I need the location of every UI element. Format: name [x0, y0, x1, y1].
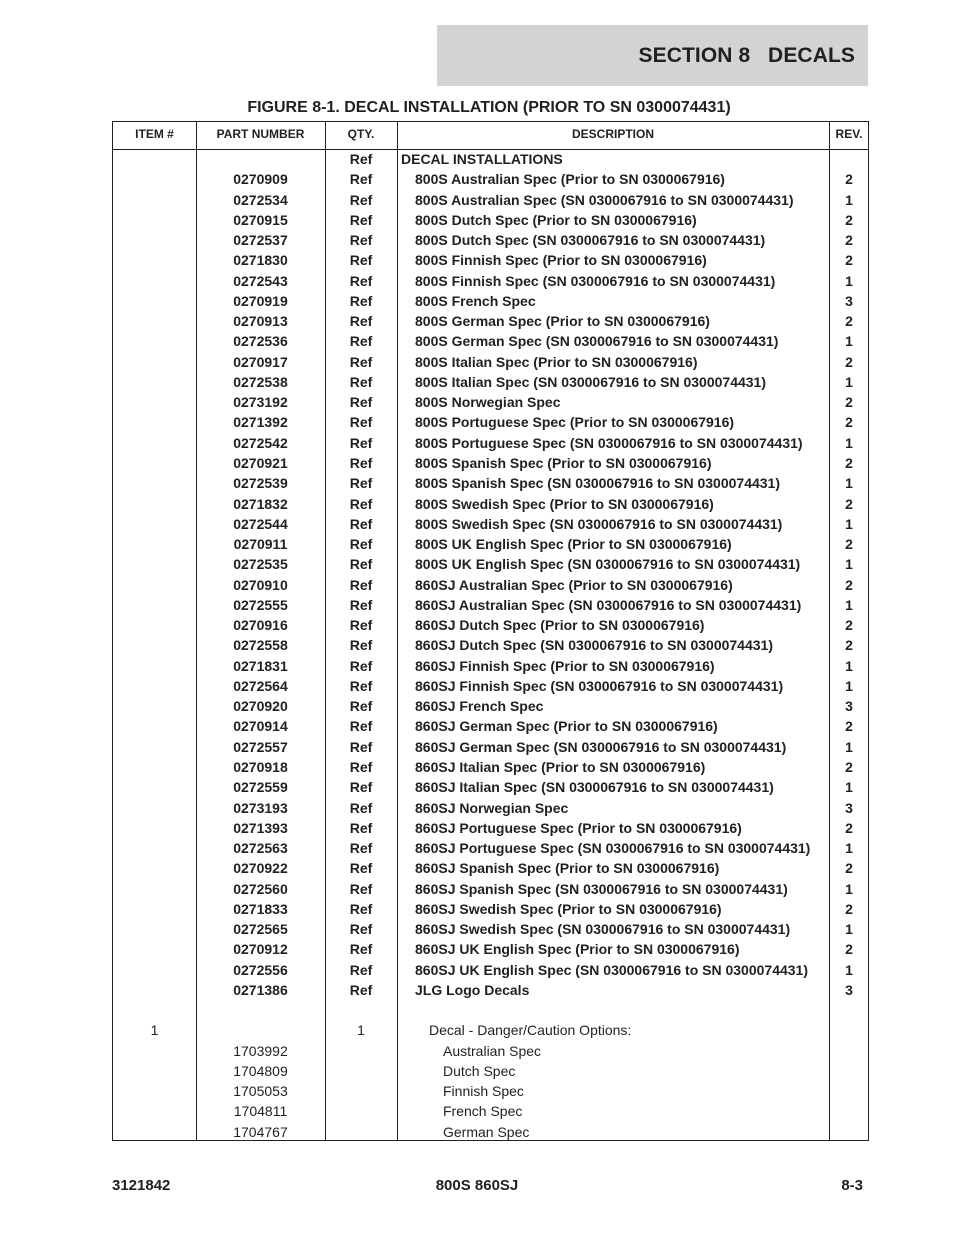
part-number-cell: 0270915 [233, 211, 288, 228]
table-row [113, 657, 868, 677]
description-cell: 800S German Spec (SN 0300067916 to SN 0300074431) [415, 333, 779, 350]
table-row [113, 616, 868, 636]
description-cell: 800S Finnish Spec (SN 0300067916 to SN 0300074431) [415, 272, 776, 289]
qty-cell: Ref [349, 921, 373, 938]
part-number-cell: 0271830 [233, 252, 288, 269]
qty-cell: Ref [349, 536, 373, 553]
rev-cell: 1 [845, 475, 853, 492]
rev-cell: 1 [845, 779, 853, 796]
qty-cell: Ref [349, 941, 373, 958]
part-number-cell: 0271392 [233, 414, 288, 431]
table-row [113, 900, 868, 920]
description-cell: 860SJ German Spec (Prior to SN 0300067916) [415, 718, 718, 735]
qty-cell: Ref [349, 292, 373, 309]
description-cell: French Spec [443, 1103, 523, 1120]
description-cell: 860SJ Italian Spec (Prior to SN 0300067916) [415, 758, 706, 775]
qty-cell: Ref [349, 252, 373, 269]
table-row [113, 596, 868, 616]
part-number-cell: 0270911 [233, 536, 288, 553]
description-cell: 800S Finnish Spec (Prior to SN 0300067916) [415, 252, 707, 269]
description-cell: Australian Spec [443, 1042, 542, 1059]
table-row [113, 961, 868, 981]
rev-cell: 1 [845, 333, 853, 350]
table-row [113, 717, 868, 737]
section-banner [437, 25, 868, 86]
part-number-cell: 0272536 [233, 333, 288, 350]
part-number-cell: 0272563 [233, 840, 288, 857]
part-number-cell: 0270922 [233, 860, 288, 877]
table-row [113, 819, 868, 839]
qty-cell: Ref [349, 515, 373, 532]
part-number-cell: 0270920 [233, 698, 288, 715]
rev-cell: 2 [845, 758, 853, 775]
qty-cell: Ref [349, 151, 373, 167]
table-row [113, 474, 868, 494]
qty-cell: Ref [349, 596, 373, 613]
part-number-cell: 0272557 [233, 738, 288, 755]
description-cell: 800S Norwegian Spec [415, 394, 561, 411]
rev-cell: 3 [845, 292, 853, 309]
table-row [113, 920, 868, 940]
table-row [113, 859, 868, 879]
part-number-cell: 0272555 [233, 596, 288, 613]
footer-doc-number: 3121842 [112, 1177, 171, 1194]
table-row [113, 292, 868, 312]
qty-cell: Ref [349, 333, 373, 350]
part-number-cell: 0270914 [233, 718, 288, 735]
qty-cell: Ref [349, 434, 373, 451]
rev-cell: 1 [845, 596, 853, 613]
table-row [113, 576, 868, 596]
rev-cell: 2 [845, 414, 853, 431]
rev-cell: 2 [845, 718, 853, 735]
table-row [113, 1123, 868, 1143]
rev-cell: 1 [845, 657, 853, 674]
table-row [113, 1042, 868, 1062]
qty-cell: Ref [349, 758, 373, 775]
description-cell: JLG Logo Decals [415, 981, 530, 998]
table-row [113, 495, 868, 515]
table-row [113, 758, 868, 778]
table-row [113, 332, 868, 352]
rev-cell: 2 [845, 860, 853, 877]
rev-cell: 2 [845, 232, 853, 249]
description-cell: 860SJ Norwegian Spec [415, 799, 569, 816]
parts-table [112, 121, 869, 1141]
table-row [113, 940, 868, 960]
rev-cell: 1 [845, 272, 853, 289]
part-number-cell: 1705053 [233, 1083, 288, 1100]
rev-cell: 1 [845, 738, 853, 755]
part-number-cell: 1703992 [233, 1042, 288, 1059]
description-cell: 860SJ UK English Spec (SN 0300067916 to SN 0300074431) [415, 961, 808, 978]
description-cell: 860SJ Portuguese Spec (Prior to SN 0300067916) [415, 819, 742, 836]
qty-cell: Ref [349, 171, 373, 188]
description-cell: 800S Dutch Spec (Prior to SN 0300067916) [415, 211, 697, 228]
qty-cell: Ref [349, 677, 373, 694]
description-cell: 800S Italian Spec (Prior to SN 0300067916) [415, 353, 698, 370]
description-cell: DECAL INSTALLATIONS [401, 151, 563, 167]
description-cell: 800S Swedish Spec (Prior to SN 0300067916) [415, 495, 714, 512]
rev-cell: 2 [845, 576, 853, 593]
qty-cell: Ref [349, 556, 373, 573]
qty-cell: Ref [349, 211, 373, 228]
part-number-cell: 0272560 [233, 880, 288, 897]
table-row [113, 211, 868, 231]
rev-cell: 1 [845, 921, 853, 938]
qty-cell: Ref [349, 718, 373, 735]
description-cell: 800S German Spec (Prior to SN 0300067916) [415, 313, 710, 330]
part-number-cell: 0270917 [233, 353, 288, 370]
part-number-cell: 1704809 [233, 1062, 288, 1079]
rev-cell: 3 [845, 799, 853, 816]
table-row [113, 170, 868, 190]
header-rev: REV. [835, 127, 863, 141]
description-cell: 860SJ Swedish Spec (Prior to SN 0300067916) [415, 900, 722, 917]
description-cell: 800S Portuguese Spec (SN 0300067916 to SN 0300074431) [415, 434, 803, 451]
qty-cell: Ref [349, 191, 373, 208]
part-number-cell: 0272556 [233, 961, 288, 978]
table-body [113, 150, 868, 1143]
description-cell: 860SJ Spanish Spec (Prior to SN 0300067916) [415, 860, 720, 877]
qty-cell: 1 [357, 1022, 365, 1039]
part-number-cell: 1704767 [233, 1123, 288, 1140]
table-row [113, 636, 868, 656]
part-number-cell: 0271393 [233, 819, 288, 836]
description-cell: 860SJ French Spec [415, 698, 544, 715]
rev-cell: 3 [845, 698, 853, 715]
qty-cell: Ref [349, 353, 373, 370]
description-cell: 860SJ Australian Spec (SN 0300067916 to SN 0300074431) [415, 596, 802, 613]
description-cell: 860SJ Dutch Spec (Prior to SN 0300067916) [415, 617, 705, 634]
description-cell: 860SJ Spanish Spec (SN 0300067916 to SN 0300074431) [415, 880, 788, 897]
part-number-cell: 0272537 [233, 232, 288, 249]
table-row [113, 738, 868, 758]
qty-cell: Ref [349, 232, 373, 249]
table-row [113, 555, 868, 575]
description-cell: 800S Spanish Spec (Prior to SN 0300067916) [415, 454, 712, 471]
table-row [113, 1082, 868, 1102]
qty-cell: Ref [349, 981, 373, 998]
qty-cell: Ref [349, 698, 373, 715]
rev-cell: 1 [845, 434, 853, 451]
table-row [113, 1102, 868, 1122]
part-number-cell: 0270909 [233, 171, 288, 188]
description-cell: 800S UK English Spec (SN 0300067916 to SN 0300074431) [415, 556, 801, 573]
table-row [113, 251, 868, 271]
rev-cell: 2 [845, 495, 853, 512]
description-cell: 800S Dutch Spec (SN 0300067916 to SN 0300074431) [415, 232, 766, 249]
rev-cell: 2 [845, 536, 853, 553]
description-cell: 860SJ Swedish Spec (SN 0300067916 to SN 0300074431) [415, 921, 791, 938]
qty-cell: Ref [349, 617, 373, 634]
qty-cell: Ref [349, 394, 373, 411]
rev-cell: 2 [845, 252, 853, 269]
qty-cell: Ref [349, 961, 373, 978]
table-row [113, 393, 868, 413]
description-cell: 860SJ Finnish Spec (Prior to SN 0300067916) [415, 657, 715, 674]
description-cell: 800S French Spec [415, 292, 536, 309]
qty-cell: Ref [349, 454, 373, 471]
rev-cell: 2 [845, 171, 853, 188]
qty-cell: Ref [349, 657, 373, 674]
part-number-cell: 0272543 [233, 272, 288, 289]
rev-cell: 2 [845, 454, 853, 471]
qty-cell: Ref [349, 272, 373, 289]
table-row [113, 1062, 868, 1082]
part-number-cell: 0270916 [233, 617, 288, 634]
rev-cell: 2 [845, 941, 853, 958]
rev-cell: 2 [845, 617, 853, 634]
rev-cell: 1 [845, 880, 853, 897]
table-row [113, 1021, 868, 1041]
table-row [113, 434, 868, 454]
rev-cell: 1 [845, 373, 853, 390]
table-row [113, 1001, 868, 1021]
qty-cell: Ref [349, 779, 373, 796]
table-row [113, 677, 868, 697]
part-number-cell: 0273193 [233, 799, 288, 816]
description-cell: 860SJ Australian Spec (Prior to SN 0300067916) [415, 576, 733, 593]
description-cell: Finnish Spec [443, 1083, 524, 1100]
rev-cell: 3 [845, 981, 853, 998]
rev-cell: 2 [845, 353, 853, 370]
part-number-cell: 0272542 [233, 434, 288, 451]
description-cell: Dutch Spec [443, 1062, 516, 1079]
rev-cell: 2 [845, 394, 853, 411]
qty-cell: Ref [349, 373, 373, 390]
part-number-cell: 0272564 [233, 677, 288, 694]
table-row [113, 778, 868, 798]
qty-cell: Ref [349, 475, 373, 492]
table-row [113, 454, 868, 474]
table-row [113, 373, 868, 393]
description-cell: 860SJ Dutch Spec (SN 0300067916 to SN 0300074431) [415, 637, 773, 654]
part-number-cell: 0270910 [233, 576, 288, 593]
qty-cell: Ref [349, 576, 373, 593]
table-row [113, 413, 868, 433]
description-cell: 800S Australian Spec (SN 0300067916 to SN 0300074431) [415, 191, 794, 208]
rev-cell: 2 [845, 637, 853, 654]
rev-cell: 1 [845, 556, 853, 573]
table-row [113, 697, 868, 717]
header-part-number: PART NUMBER [216, 127, 305, 141]
rev-cell: 1 [845, 191, 853, 208]
description-cell: 860SJ UK English Spec (Prior to SN 0300067916) [415, 941, 740, 958]
qty-cell: Ref [349, 414, 373, 431]
rev-cell: 1 [845, 677, 853, 694]
figure-title: FIGURE 8-1. DECAL INSTALLATION (PRIOR TO SN 0300074431) [247, 99, 731, 116]
qty-cell: Ref [349, 799, 373, 816]
table-row [113, 191, 868, 211]
description-cell: 800S Swedish Spec (SN 0300067916 to SN 0300074431) [415, 515, 783, 532]
rev-cell: 2 [845, 211, 853, 228]
table-row [113, 312, 868, 332]
description-cell: 800S Australian Spec (Prior to SN 0300067916) [415, 171, 725, 188]
part-number-cell: 0272539 [233, 475, 288, 492]
rev-cell: 1 [845, 840, 853, 857]
part-number-cell: 0271833 [233, 900, 288, 917]
qty-cell: Ref [349, 840, 373, 857]
table-row [113, 981, 868, 1001]
table-row [113, 231, 868, 251]
description-cell: 800S Italian Spec (SN 0300067916 to SN 0300074431) [415, 373, 766, 390]
part-number-cell: 0272544 [233, 515, 288, 532]
description-cell: 860SJ German Spec (SN 0300067916 to SN 0300074431) [415, 738, 787, 755]
rev-cell: 1 [845, 515, 853, 532]
part-number-cell: 0270919 [233, 292, 288, 309]
description-cell: German Spec [443, 1123, 530, 1140]
part-number-cell: 0272559 [233, 779, 288, 796]
part-number-cell: 0273192 [233, 394, 288, 411]
table-row [113, 272, 868, 292]
header-qty: QTY. [347, 127, 375, 141]
item-cell: 1 [150, 1022, 159, 1039]
part-number-cell: 0270921 [233, 454, 288, 471]
part-number-cell: 0272535 [233, 556, 288, 573]
header-item: ITEM # [135, 127, 174, 141]
qty-cell: Ref [349, 819, 373, 836]
rev-cell: 2 [845, 900, 853, 917]
qty-cell: Ref [349, 495, 373, 512]
qty-cell: Ref [349, 860, 373, 877]
description-cell: 860SJ Italian Spec (SN 0300067916 to SN 0300074431) [415, 779, 774, 796]
description-cell: 800S Portuguese Spec (Prior to SN 0300067916) [415, 414, 735, 431]
table-row [113, 880, 868, 900]
part-number-cell: 0271831 [233, 657, 288, 674]
description-cell: 860SJ Portuguese Spec (SN 0300067916 to SN 0300074431) [415, 840, 811, 857]
part-number-cell: 0271386 [233, 981, 288, 998]
part-number-cell: 0272538 [233, 373, 288, 390]
table-row [113, 150, 868, 170]
part-number-cell: 0272565 [233, 921, 288, 938]
description-cell: 800S UK English Spec (Prior to SN 0300067916) [415, 536, 732, 553]
description-cell: 800S Spanish Spec (SN 0300067916 to SN 0300074431) [415, 475, 780, 492]
part-number-cell: 0270918 [233, 758, 288, 775]
part-number-cell: 0270913 [233, 313, 288, 330]
part-number-cell: 0271832 [233, 495, 288, 512]
table-row [113, 515, 868, 535]
qty-cell: Ref [349, 637, 373, 654]
qty-cell: Ref [349, 880, 373, 897]
footer-model: 800S 860SJ [435, 1177, 519, 1194]
part-number-cell: 1704811 [233, 1103, 288, 1120]
table-row [113, 799, 868, 819]
rev-cell: 1 [845, 961, 853, 978]
description-cell: 860SJ Finnish Spec (SN 0300067916 to SN 0300074431) [415, 677, 784, 694]
table-row [113, 839, 868, 859]
description-cell: Decal - Danger/Caution Options: [429, 1022, 632, 1039]
header-description: DESCRIPTION [571, 127, 654, 141]
qty-cell: Ref [349, 313, 373, 330]
part-number-cell: 0270912 [233, 941, 288, 958]
table-row [113, 535, 868, 555]
part-number-cell: 0272534 [233, 191, 288, 208]
rev-cell: 2 [845, 313, 853, 330]
qty-cell: Ref [349, 738, 373, 755]
rev-cell: 2 [845, 819, 853, 836]
footer-page-number: 8-3 [841, 1177, 863, 1194]
qty-cell: Ref [349, 900, 373, 917]
section-title: SECTION 8 DECALS [638, 43, 855, 67]
part-number-cell: 0272558 [233, 637, 288, 654]
table-row [113, 353, 868, 373]
